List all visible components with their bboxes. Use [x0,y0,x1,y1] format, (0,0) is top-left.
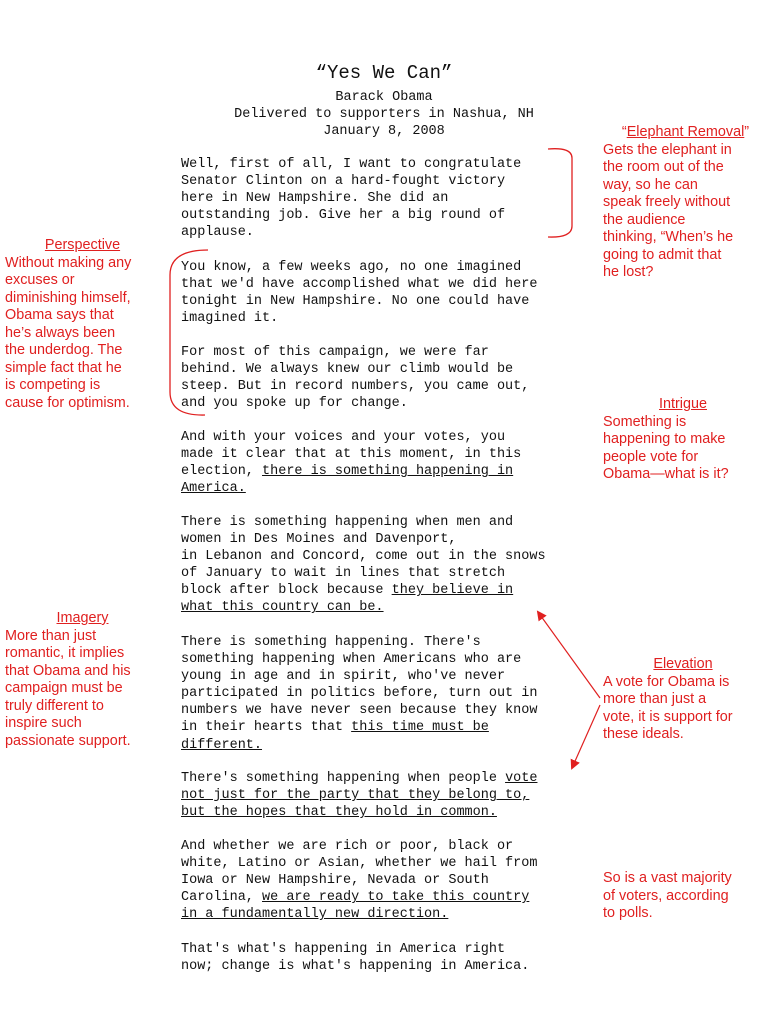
venue: Delivered to supporters in Nashua, NH [234,107,534,122]
underlined-phrase: we are ready to take this country in a fundamentally new direction. [181,890,530,923]
quote-open: “ [621,124,627,140]
underlined-phrase: there is something happening in America. [181,464,514,497]
intrigue-heading: Intrigue [659,396,707,412]
speech-paragraph-9: That's what's happening in America right now; change is what's happening in America. [181,942,530,975]
annotation-polls: So is a vast majority of voters, according to polls. [603,870,732,921]
paragraph-text: And with your voices and your votes, you made it clear that at this moment, in this election, [181,430,522,480]
annotation-text: Something is happening to make people vote for Obama—what is it? [603,413,729,482]
speech-paragraph-3: For most of this campaign, we were far behind. We always knew our climb would be steep. But in record numbers, you came out, and you spoke up for change. [181,345,530,412]
bracket-elephant [548,149,572,237]
date: January 8, 2008 [323,124,445,139]
elevation-heading: Elevation [653,656,713,672]
annotation-text: Gets the elephant in the room out of the way, so he can speak freely without the audience thinking, “When’s he going to admit that he lost? [603,141,734,280]
paragraph-text: There is something happening. There's something happening when Americans who are young in age and in spirit, who've never participated in politics before, turn out in numbers we have never seen because they know in their hearts that [181,635,538,736]
quote-close: ” [744,124,750,140]
arrow-to-vote [572,705,600,768]
perspective-heading: Perspective [44,237,121,253]
imagery-heading: Imagery [56,610,109,626]
underlined-phrase: they believe in what this country can be. [181,583,514,616]
paragraph-text: There is something happening when men and women in Des Moines and Davenport, in Lebanon and Concord, come out in the snows of January to wait in lines that stretch block after block because [181,515,546,599]
paragraph-text: There's something happening when people [181,771,506,786]
page-title: “Yes We Can” [315,62,453,84]
underlined-phrase: vote not just for the party that they belong to, but the hopes that they hold in common. [181,771,538,821]
author: Barack Obama [335,90,433,105]
elephant-heading: Elephant Removal [626,124,745,140]
speech-paragraph-2: You know, a few weeks ago, no one imagined that we'd have accomplished what we did here tonight in New Hampshire. No one could have imagined it. [181,260,538,327]
annotation-text: More than just romantic, it implies that Obama and his campaign must be truly different to inspire such passionate support. [5,627,131,749]
annotation-text: A vote for Obama is more than just a vote, it is support for these ideals. [603,673,733,742]
underlined-phrase: this time must be different. [181,720,489,753]
bracket-perspective [170,250,208,415]
paragraph-text: And whether we are rich or poor, black or white, Latino or Asian, whether we hail from Iowa or New Hampshire, Nevada or South Carolina, [181,839,538,906]
annotation-text: Without making any excuses or diminishing himself, Obama says that he’s always been the underdog. The simple fact that he is competing is cause for optimism. [5,254,132,411]
speech-paragraph-1: Well, first of all, I want to congratulate Senator Clinton on a hard-fought victory here in New Hampshire. She did an outstanding job. Give her a big round of applause. [181,157,522,241]
arrow-to-believe [538,612,600,698]
